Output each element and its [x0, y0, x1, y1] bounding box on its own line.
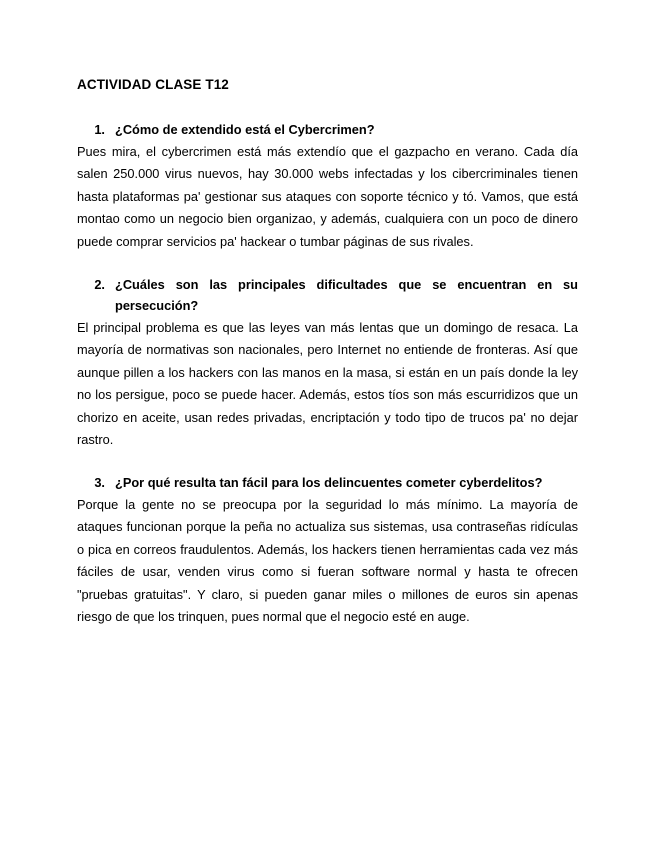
document-title: ACTIVIDAD CLASE T12	[77, 77, 229, 92]
section-2	[77, 274, 578, 451]
question-text: ¿Cuáles son las principales dificultades que se encuentran en su persecución?	[115, 277, 578, 313]
section-1	[77, 119, 578, 253]
question-number: 3.	[94, 475, 105, 490]
question-heading	[77, 119, 578, 140]
answer-paragraph: Porque la gente no se preocupa por la seguridad lo más mínimo. La mayoría de ataques funcionan porque la peña no actualiza sus sistemas, usa contraseñas ridículas o pica en correos fraudulentos. Además, los hackers tienen herramientas cada vez más fáciles de usar, venden virus como si fueran software normal y hasta te ofrecen "pruebas gratuitas". Y claro, si pueden ganar miles o millones de euros sin apenas riesgo de que los trinquen, pues normal que el negocio esté en auge.	[77, 497, 578, 625]
section-3	[77, 472, 578, 628]
question-heading	[77, 274, 578, 316]
question-number: 2.	[94, 277, 105, 292]
answer-paragraph: Pues mira, el cybercrimen está más extendío que el gazpacho en verano. Cada día salen 250.000 virus nuevos, hay 30.000 webs infectadas y los cibercriminales tienen hasta plataformas pa' gestionar sus ataques con soporte técnico y tó. Vamos, que está montao como un negocio bien organizao, y además, cualquiera con un poco de dinero puede comprar servicios pa' hackear o tumbar páginas de sus rivales.	[77, 144, 578, 249]
question-text: ¿Por qué resulta tan fácil para los delincuentes cometer cyberdelitos?	[115, 475, 543, 490]
answer-paragraph: El principal problema es que las leyes van más lentas que un domingo de resaca. La mayoría de normativas son nacionales, pero Internet no entiende de fronteras. Así que aunque pillen a los hackers con las manos en la masa, si están en un país donde la ley no los persigue, poco se puede hacer. Además, estos tíos son más escurridizos que un chorizo en aceite, usan redes privadas, encriptación y todo tipo de trucos pa' no dejar rastro.	[77, 320, 578, 448]
question-number: 1.	[94, 122, 105, 137]
question-text: ¿Cómo de extendido está el Cybercrimen?	[115, 122, 375, 137]
question-heading	[77, 472, 578, 493]
